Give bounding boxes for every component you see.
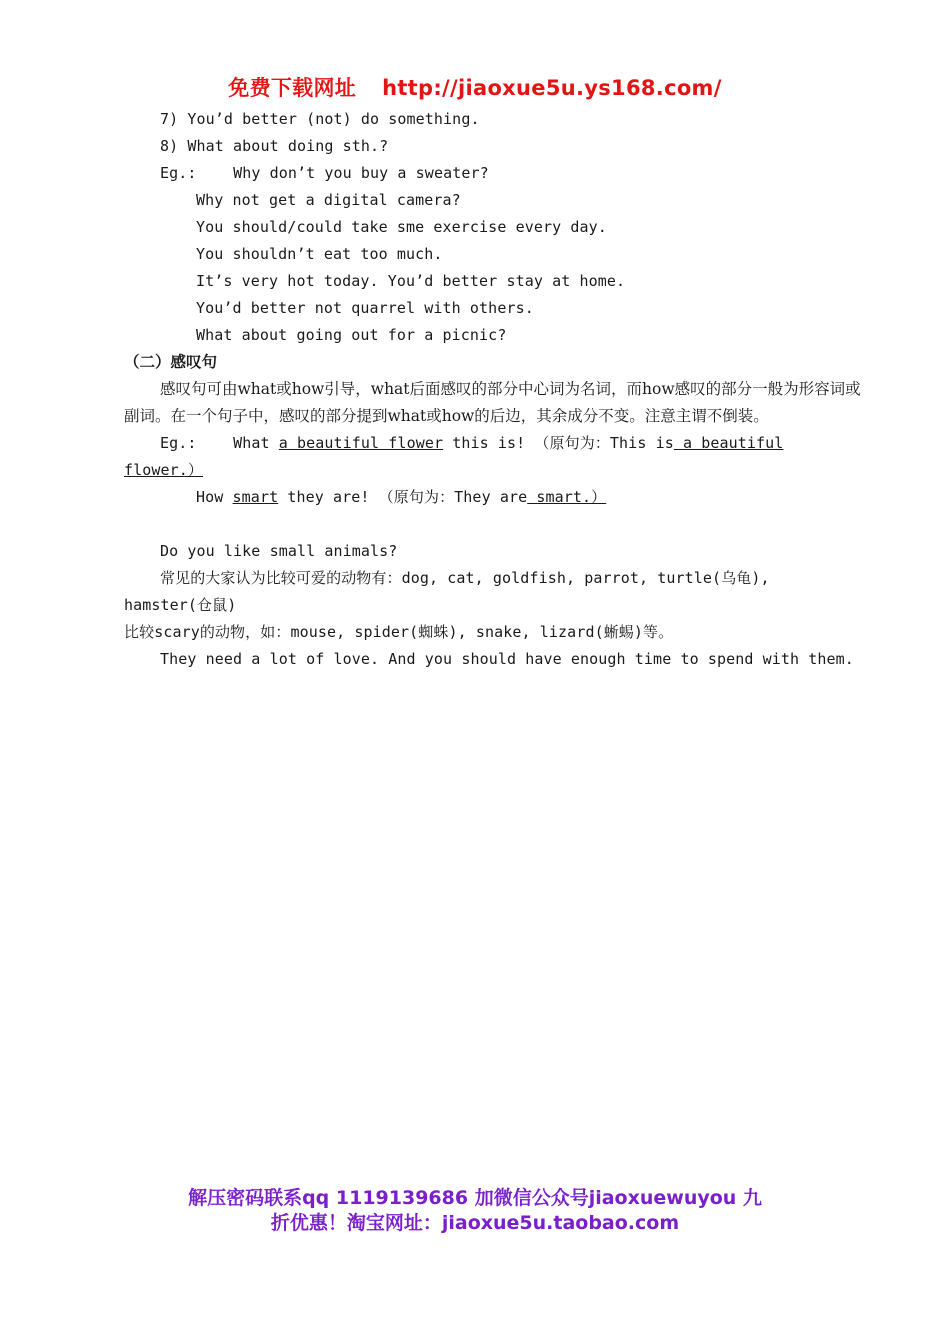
- example-2: Why not get a digital camera?: [196, 191, 461, 209]
- rule-7: 7) You’d better (not) do something.: [160, 110, 480, 128]
- original-sentence-prefix: （原句为：This is: [534, 434, 674, 452]
- footer-line-2: 折优惠！淘宝网址：jiaoxue5u.taobao.com: [270, 1212, 680, 1234]
- example-prefix: Eg.:: [160, 164, 197, 182]
- exclamation-example-what-cont: [124, 457, 864, 484]
- example-4: You shouldn’t eat too much.: [196, 245, 443, 263]
- scary-animals-line: 比较scary的动物，如：mouse, spider(蜘蛛), snake, lizard(蜥蜴)等。: [124, 623, 674, 641]
- underlined-phrase: a beautiful flower: [278, 434, 444, 452]
- document-body: [124, 106, 864, 673]
- example-5: It’s very hot today. You’d better stay at home.: [196, 272, 626, 290]
- header-banner: [0, 72, 950, 102]
- blank-line: [124, 511, 864, 538]
- footer-line-1: 解压密码联系qq 1119139686 加微信公众号jiaoxuewuyou 九: [188, 1187, 762, 1209]
- example-text: Why don’t you buy a sweater?: [233, 164, 489, 182]
- paragraph-text: 感叹句可由what或how引导，what后面感叹的部分中心词为名词，而how感叹的部分一般为形容词或副词。在一个句子中，感叹的部分提到what或how的后边，其余成分不变。注意主谓不倒装。: [124, 380, 861, 425]
- header-url-link[interactable]: http://jiaoxue5u.ys168.com/: [382, 76, 722, 100]
- underlined-original: smart.）: [527, 488, 607, 506]
- section-heading: （二）感叹句: [124, 353, 218, 371]
- underlined-original-cont: flower.）: [124, 461, 204, 479]
- sentence-rest: this is!: [452, 434, 526, 452]
- sentence-rest: they are!: [287, 488, 370, 506]
- original-sentence-prefix: （原句为：They are: [378, 488, 528, 506]
- section-paragraph: [124, 376, 864, 430]
- cute-animals-line-cont: hamster(仓鼠): [124, 596, 237, 614]
- header-label: 免费下载网址: [228, 76, 357, 100]
- rule-8: 8) What about doing sth.?: [160, 137, 389, 155]
- exclamation-example-what: [124, 430, 864, 457]
- underlined-phrase: smart: [232, 488, 279, 506]
- example-6: You’d better not quarrel with others.: [196, 299, 534, 317]
- how-word: How: [196, 488, 224, 506]
- animals-question: Do you like small animals?: [160, 542, 398, 560]
- underlined-original: a beautiful: [673, 434, 784, 452]
- example-prefix: Eg.:: [160, 434, 197, 452]
- example-1: [124, 160, 864, 187]
- exclamation-example-how: [124, 484, 864, 511]
- what-word: What: [233, 434, 270, 452]
- closing-sentence: They need a lot of love. And you should have enough time to spend with them.: [160, 650, 854, 668]
- footer-banner: [0, 1186, 950, 1236]
- example-3: You should/could take sme exercise every day.: [196, 218, 607, 236]
- example-7: What about going out for a picnic?: [196, 326, 507, 344]
- cute-animals-line: 常见的大家认为比较可爱的动物有：dog, cat, goldfish, parrot, turtle(乌龟),: [160, 569, 770, 587]
